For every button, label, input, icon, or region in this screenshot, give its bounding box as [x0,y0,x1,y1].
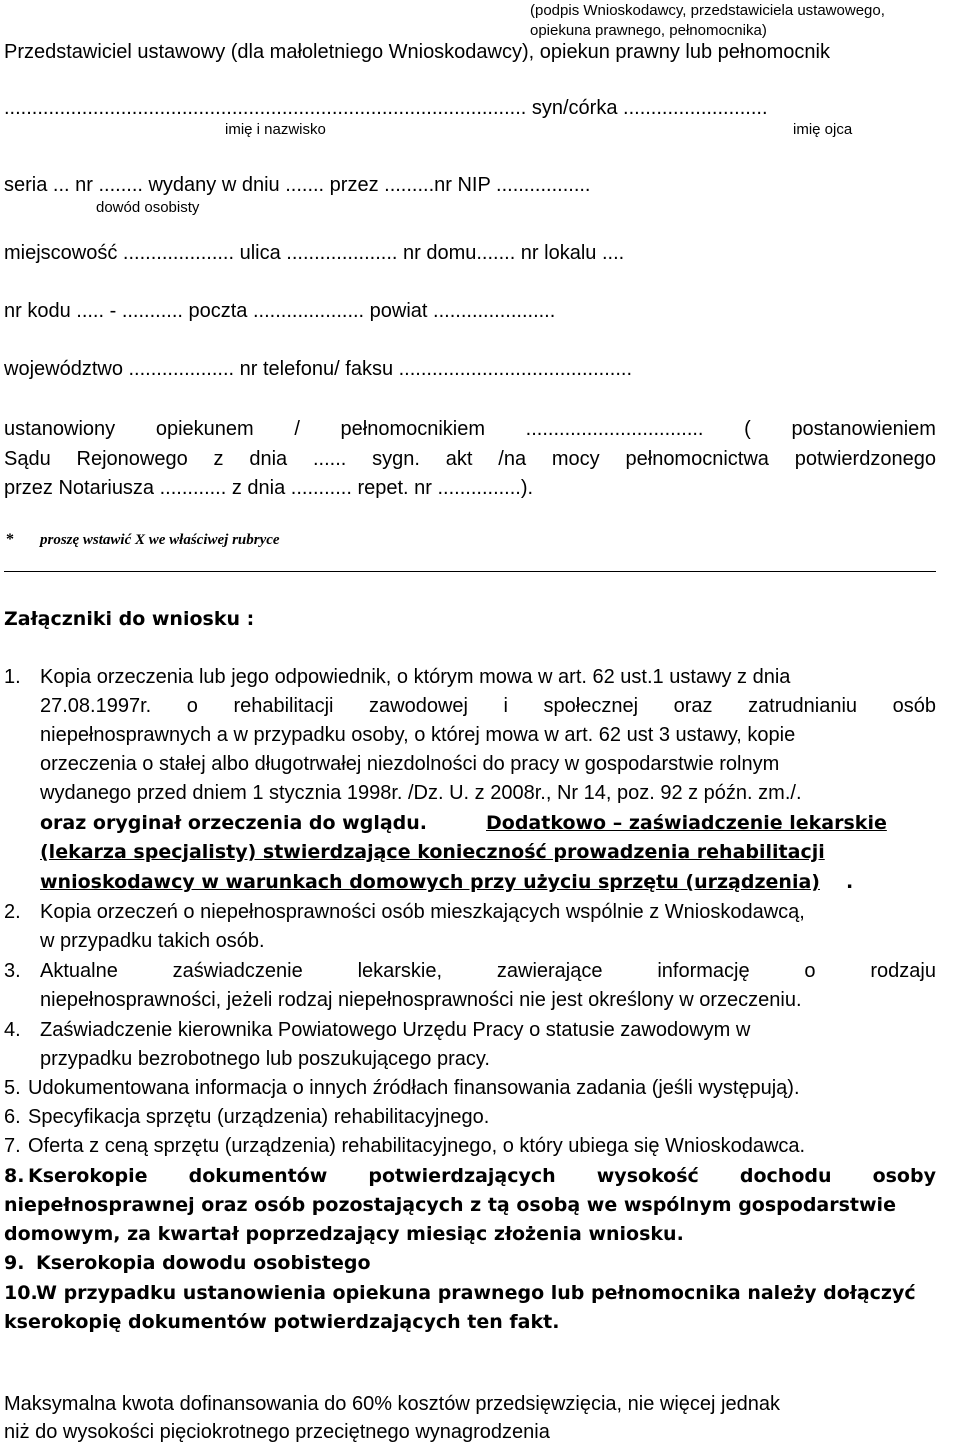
footer-line-2: niż do wysokości pięciokrotnego przeciętnego wynagrodzenia [4,1421,550,1443]
name-line: .............................................................................................. syn/córka .......................... [4,97,768,119]
item-6-line-1: Specyfikacja sprzętu (urządzenia) rehabilitacyjnego. [28,1106,490,1128]
item-8-line-2: niepełnosprawnej oraz osób pozostających z tą osobą we wspólnym gospodarstwie [4,1194,896,1216]
father-name-caption: imię ojca [793,121,853,138]
item-1-line-4: orzeczenia o stałej albo długotrwałej niezdolności do pracy w gospodarstwie rolnym [40,753,780,775]
name-caption: imię i nazwisko [225,121,326,138]
item-5-line-1: Udokumentowana informacja o innych źródłach finansowania zadania (jeśli występują). [28,1077,800,1099]
item-1-number: 1. [4,666,21,688]
appointment-line-2: Sądu Rejonowego z dnia ...... sygn. akt /na mocy pełnomocnictwa potwierdzonego [4,448,936,470]
item-3-line-2: niepełnosprawności, jeżeli rodzaj niepełnosprawności nie jest określony w orzeczeniu. [40,989,802,1011]
item-8-number: 8. [4,1165,25,1187]
signature-caption-line2: opiekuna prawnego, pełnomocnika) [530,22,767,39]
item-1-bold-line-3: wnioskodawcy w warunkach domowych przy użyciu sprzętu (urządzenia) [40,871,820,893]
address-line-2: nr kodu ..... - ........... poczta .................... powiat ...................... [4,300,556,322]
item-2-line-2: w przypadku takich osób. [40,930,265,952]
item-4-number: 4. [4,1019,21,1041]
item-1-original-note: oraz oryginał orzeczenia do wglądu. [40,812,428,834]
note-text: proszę wstawić X we właściwej rubryce [40,532,280,548]
appointment-line-3: przez Notariusza ............ z dnia ........... repet. nr ...............). [4,477,534,499]
attachments-title: Załączniki do wniosku : [4,608,255,630]
item-1-line-1: Kopia orzeczenia lub jego odpowiednik, o którym mowa w art. 62 ust.1 ustawy z dnia [40,666,791,688]
signature-caption-line1: (podpis Wnioskodawcy, przedstawiciela ustawowego, [530,2,885,19]
address-line-3: województwo ................... nr telefonu/ faksu .......................................... [4,358,632,380]
item-1-medical-certificate: Dodatkowo – zaświadczenie lekarskie [486,812,887,834]
item-7-number: 7. [4,1135,21,1157]
id-document-line: seria ... nr ........ wydany w dniu ....... przez .........nr NIP ................. [4,174,591,196]
item-9-line-1: Kserokopia dowodu osobistego [36,1252,371,1274]
item-9-number: 9. [4,1252,25,1274]
item-10-line-1: W przypadku ustanowienia opiekuna prawnego lub pełnomocnika należy dołączyć [36,1282,916,1304]
address-line-1: miejscowość .................... ulica .................... nr domu....... nr lokalu .... [4,242,625,264]
item-10-line-2: kserokopię dokumentów potwierdzających ten fakt. [4,1311,560,1333]
item-4-line-2: przypadku bezrobotnego lub poszukującego pracy. [40,1048,490,1070]
footer-line-1: Maksymalna kwota dofinansowania do 60% kosztów przedsięwzięcia, nie więcej jednak [4,1393,780,1415]
note-asterisk: * [6,531,14,548]
id-caption: dowód osobisty [96,199,200,216]
item-8-line-1: Kserokopie dokumentów potwierdzających wysokość dochodu osoby [28,1165,936,1187]
item-1-line-5: wydanego przed dniem 1 stycznia 1998r. /Dz. U. z 2008r., Nr 14, poz. 92 z późn. zm./. [40,782,802,804]
item-3-number: 3. [4,960,21,982]
item-8-line-3: domowym, za kwartał poprzedzający miesiąc złożenia wniosku. [4,1223,684,1245]
item-5-number: 5. [4,1077,21,1099]
item-3-line-1: Aktualne zaświadczenie lekarskie, zawierające informację o rodzaju [40,960,936,982]
item-2-line-1: Kopia orzeczeń o niepełnosprawności osób mieszkających wspólnie z Wnioskodawcą, [40,901,805,923]
item-1-bold-line-2: (lekarza specjalisty) stwierdzające konieczność prowadzenia rehabilitacji [40,841,825,863]
separator-line [4,571,936,572]
item-1-line-3: niepełnosprawnych a w przypadku osoby, o której mowa w art. 62 ust 3 ustawy, kopie [40,724,796,746]
item-2-number: 2. [4,901,21,923]
item-1-line-2: 27.08.1997r. o rehabilitacji zawodowej i społecznej oraz zatrudnianiu osób [40,695,936,717]
appointment-line-1: ustanowiony opiekunem / pełnomocnikiem ................................ ( postanowieniem [4,418,936,440]
item-6-number: 6. [4,1106,21,1128]
item-4-line-1: Zaświadczenie kierownika Powiatowego Urzędu Pracy o statusie zawodowym w [40,1019,751,1041]
representative-heading: Przedstawiciel ustawowy (dla małoletniego Wnioskodawcy), opiekun prawny lub pełnomocnik [4,41,830,63]
item-1-bold-line-3-end: . [846,871,854,893]
item-10-number: 10. [4,1282,38,1304]
item-7-line-1: Oferta z ceną sprzętu (urządzenia) rehabilitacyjnego, o który ubiega się Wnioskodawca. [28,1135,806,1157]
